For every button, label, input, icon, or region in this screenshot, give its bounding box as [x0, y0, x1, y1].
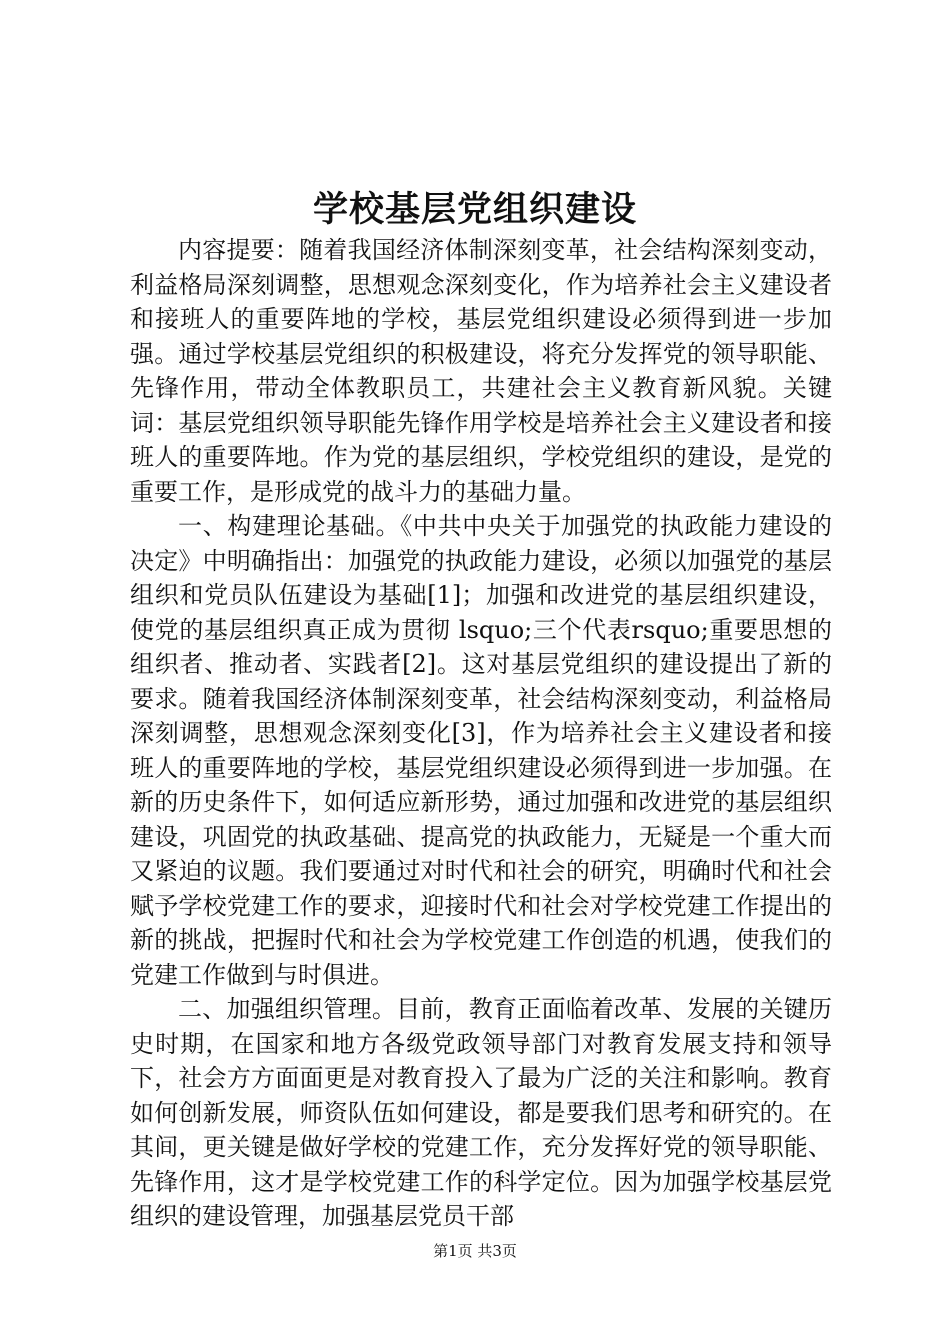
paragraph-section-2: 二、加强组织管理。目前，教育正面临着改革、发展的关键历史时期，在国家和地方各级党政领导部门对教育发展支持和领导下，社会方方面面更是对教育投入了最为广泛的关注和影响。教育如何创新发展，师资队伍如何建设，都是要我们思考和研究的。在其间，更关键是做好学校的党建工作，充分发挥好党的领导职能、先锋作用，这才是学校党建工作的科学定位。因为加强学校基层党组织的建设管理，加强基层党员干部	[130, 995, 832, 1230]
document-title: 学校基层党组织建设	[312, 189, 637, 230]
page-footer: 第1页 共3页	[433, 1242, 517, 1260]
paragraph-section-1: 一、构建理论基础。《中共中央关于加强党的执政能力建设的决定》中明确指出：加强党的执政能力建设，必须以加强党的基层组织和党员队伍建设为基础[1]；加强和改进党的基层组织建设，使党的基层组织真正成为贯彻 lsquo;三个代表rsquo;重要思想的组织者、推动者、实践者[2]。这对基层党组织的建设提出了新的要求。随着我国经济体制深刻变革，社会结构深刻变动，利益格局深刻调整，思想观念深刻变化[3]，作为培养社会主义建设者和接班人的重要阵地的学校，基层党组织建设必须得到进一步加强。在新的历史条件下，如何适应新形势，通过加强和改进党的基层组织建设，巩固党的执政基础、提高党的执政能力，无疑是一个重大而又紧迫的议题。我们要通过对时代和社会的研究，明确时代和社会赋予学校党建工作的要求，迎接时代和社会对学校党建工作提出的新的挑战，把握时代和社会为学校党建工作创造的机遇，使我们的党建工作做到与时俱进。	[130, 512, 832, 989]
document-body	[130, 233, 832, 1234]
paragraph-abstract: 内容提要：随着我国经济体制深刻变革，社会结构深刻变动，利益格局深刻调整，思想观念深刻变化，作为培养社会主义建设者和接班人的重要阵地的学校，基层党组织建设必须得到进一步加强。通过学校基层党组织的积极建设，将充分发挥党的领导职能、先锋作用，带动全体教职员工，共建社会主义教育新风貌。关键词：基层党组织领导职能先锋作用学校是培养社会主义建设者和接班人的重要阵地。作为党的基层组织，学校党组织的建设，是党的重要工作，是形成党的战斗力的基础力量。	[130, 236, 832, 506]
